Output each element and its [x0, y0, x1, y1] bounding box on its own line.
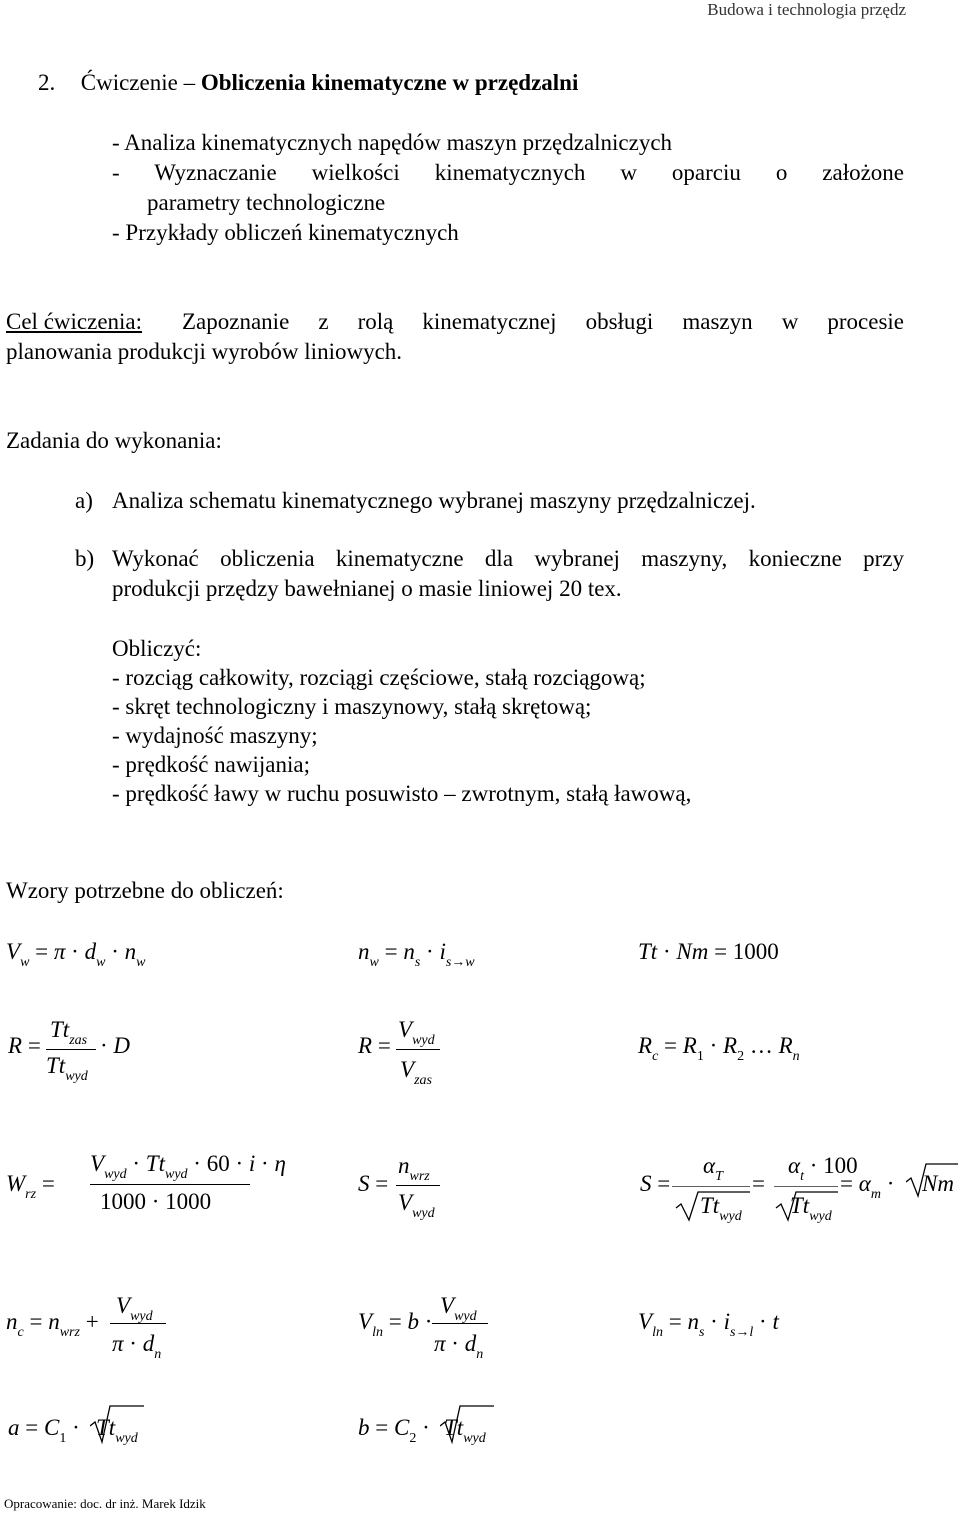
compute-item: - prędkość ławy w ruchu posuwisto – zwrotnym, stałą ławową, — [112, 781, 692, 806]
formula-r-v: R = — [358, 1033, 391, 1058]
formula-vw: $V_w = \pi \cdot d_w \cdot n_w$ — [6, 939, 146, 970]
formula-vln: $V_{ln} = b$ · — [358, 1309, 433, 1340]
formulas-heading: Wzory potrzebne do obliczeń: — [6, 878, 284, 903]
formula-a: $a = C_1$ · — [8, 1415, 80, 1446]
thousand-value: 1000 — [165, 1189, 212, 1214]
frac-numerator: $n_{wrz}$ — [398, 1153, 430, 1184]
frac-numerator: $V_{wyd}$ — [116, 1293, 153, 1324]
formula-nw: $n_w = n_s \cdot i_{s\to w}$ — [358, 939, 475, 970]
frac-numerator: $V_{wyd} \cdot Tt_{wyd} \cdot 60 \cdot i \cdot \eta$ — [90, 1151, 286, 1182]
topic-item: - Przykłady obliczeń kinematycznych — [112, 220, 459, 245]
formula-b: $b = C_2$ · — [358, 1415, 430, 1446]
formula-vln-2: $V_{ln} = n_s \cdot i_{s\to l} \cdot t$ — [638, 1309, 779, 1340]
running-header: Budowa i technologia przędz — [707, 0, 906, 19]
formula-r-tt: R = — [8, 1033, 41, 1058]
compute-item: - prędkość nawijania; — [112, 752, 310, 777]
frac-numerator: $Tt_{zas}$ — [50, 1017, 88, 1048]
task-a-letter: a) — [75, 488, 93, 513]
task-b-text: Wykonać obliczenia kinematyczne dla wybranej maszyny, konieczne przy — [112, 546, 904, 571]
tasks-heading: Zadania do wykonania: — [6, 428, 222, 453]
fraction-bar — [432, 1323, 488, 1324]
formula-nm: Nm — [922, 1171, 954, 1196]
goal-text-cont: planowania produkcji wyrobów liniowych. — [6, 339, 403, 364]
fraction-bar — [396, 1049, 440, 1050]
footer-author: Opracowanie: doc. dr inż. Marek Idzik — [4, 1496, 206, 1511]
frac-denominator: 1000 · 1000 — [100, 1189, 212, 1214]
tt-nm-value: 1000 — [732, 939, 779, 964]
compute-item: - skręt technologiczny i maszynowy, stałą skrętową; — [112, 694, 592, 719]
formula-tt-nm: Tt · Nm = 1000 — [638, 939, 779, 964]
frac-numerator: $\alpha_t \cdot 100$ — [788, 1153, 858, 1184]
goal-line — [6, 307, 904, 337]
section-title — [38, 68, 578, 98]
frac-denominator: $\pi \cdot d_n$ — [434, 1331, 484, 1362]
frac-denominator: $Tt_{wyd}$ — [790, 1193, 832, 1224]
section-name: Obliczenia kinematyczne w przędzalni — [200, 70, 579, 95]
goal-label: Cel ćwiczenia: — [6, 309, 143, 334]
section-prefix: Ćwiczenie – — [80, 70, 196, 95]
formula-r-d: · D — [100, 1033, 131, 1058]
frac-numerator: $V_{wyd}$ — [440, 1293, 477, 1324]
frac-numerator: $\alpha_T$ — [703, 1153, 723, 1184]
frac-denominator: $V_{wyd}$ — [398, 1190, 435, 1221]
hundred-value: 100 — [823, 1153, 858, 1178]
frac-denominator: $Tt_{wyd}$ — [700, 1193, 742, 1224]
compute-heading: Obliczyć: — [112, 636, 202, 661]
fraction-bar — [90, 1184, 250, 1185]
topic-item-continuation: parametry technologiczne — [147, 190, 386, 215]
formula-a-root: $Tt_{wyd}$ — [96, 1415, 138, 1446]
formula-s-alpha: S = — [640, 1171, 671, 1196]
fraction-bar — [110, 1323, 166, 1324]
task-b-letter: b) — [75, 546, 95, 571]
task-b-text-cont: produkcji przędzy bawełnianej o masie liniowej 20 tex. — [112, 576, 622, 601]
sixty-value: 60 — [206, 1151, 230, 1176]
compute-item: - rozciąg całkowity, rozciągi częściowe, stałą rozciągową; — [112, 665, 646, 690]
frac-denominator: $\pi \cdot d_n$ — [112, 1331, 162, 1362]
equals-sign: = — [752, 1171, 765, 1196]
formula-alpha-m: = $\alpha_m$ · — [840, 1171, 895, 1202]
frac-denominator: $Tt_{wyd}$ — [46, 1053, 88, 1084]
fraction-bar — [396, 1185, 440, 1186]
goal-text: Zapoznanie z rolą kinematycznej obsługi maszyn w procesie — [182, 309, 904, 334]
task-a-text: Analiza schematu kinematycznego wybranej maszyny przędzalniczej. — [112, 488, 756, 513]
formula-nc: $n_c = n_{wrz}$ + — [6, 1309, 99, 1340]
formula-wrz: $W_{rz}$ = — [6, 1171, 55, 1202]
topic-item: - Analiza kinematycznych napędów maszyn przędzalniczych — [112, 130, 673, 155]
formula-b-root: $Tt_{wyd}$ — [444, 1415, 486, 1446]
fraction-bar — [46, 1049, 96, 1050]
compute-item: - wydajność maszyny; — [112, 723, 318, 748]
formula-rc: $R_c = R_1 \cdot R_2$ … $R_n$ — [638, 1033, 800, 1064]
topic-item: - Wyznaczanie wielkości kinematycznych w oparciu o założone — [112, 160, 904, 185]
frac-numerator: $V_{wyd}$ — [398, 1017, 435, 1048]
thousand-value: 1000 — [100, 1189, 146, 1214]
section-number: 2. — [38, 70, 56, 95]
formula-s: S = — [358, 1171, 389, 1196]
frac-denominator: $V_{zas}$ — [400, 1057, 432, 1088]
